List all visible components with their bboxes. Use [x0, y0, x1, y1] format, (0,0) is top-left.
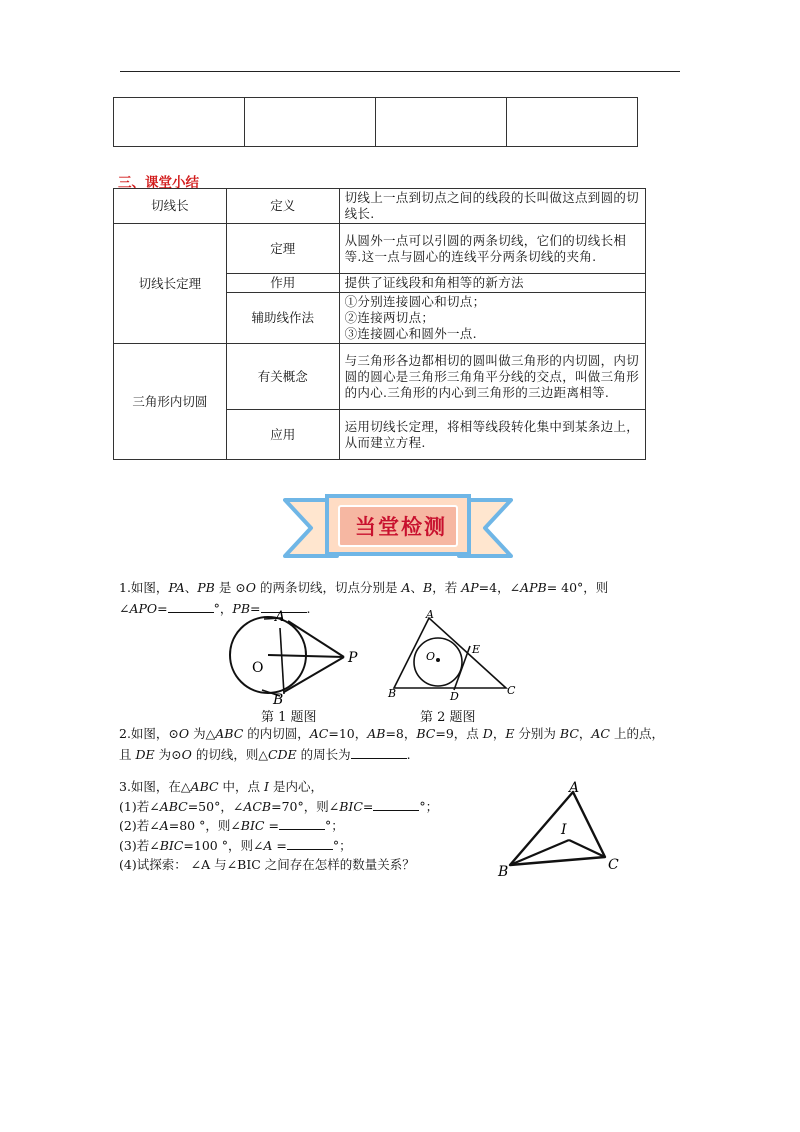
fig3-label-b: B — [498, 864, 509, 879]
empty-table-top — [113, 97, 638, 147]
cell-incircle-group: 三角形内切圆 — [114, 344, 227, 460]
cell-concept-label: 有关概念 — [226, 344, 339, 410]
cell-theorem-text: 从圆外一点可以引圆的两条切线，它们的切线长相等.这一点与圆心的连线平分两条切线的夹角. — [339, 224, 645, 274]
cell-tangent-length: 切线长 — [114, 189, 227, 224]
empty-cell — [245, 98, 376, 147]
fig2-label-o: O — [426, 650, 436, 663]
q3-intro: 3.如图，在△ABC 中，点 I 是内心， — [119, 779, 323, 794]
q2-blank-perimeter[interactable] — [351, 746, 407, 759]
fig2-label-c: C — [507, 684, 516, 697]
cell-concept-text: 与三角形各边都相切的圆叫做三角形的内切圆，内切圆的圆心是三角形三角角平分线的交点，叫做三角形的内心.三角形的内心到三角形的三边距离相等. — [339, 344, 645, 410]
q1-blank-apo[interactable] — [168, 600, 214, 613]
aux-step-1: ①分别连接圆心和切点； — [344, 294, 486, 309]
cell-theorem-label: 定理 — [226, 224, 339, 274]
fig3-label-i: I — [561, 822, 567, 838]
cell-aux-text — [339, 293, 645, 344]
q3-part-4: (4)试探索： ∠A 与∠BIC 之间存在怎样的数量关系？ — [119, 857, 415, 872]
figure-2-diagram — [386, 608, 520, 702]
fig3-label-a: A — [569, 780, 580, 796]
q2-line-1: 2.如图，⊙O 为△ABC 的内切圆，AC=10，AB=8，BC=9，点 D，E 分别为 BC，AC 上的点， — [119, 726, 664, 741]
q1-line-2: ∠APO= °，PB= . — [119, 601, 311, 616]
q3-part-2: (2)若∠A=80 °，则∠BIC = °； — [119, 818, 344, 833]
fig2-label-b: B — [388, 687, 397, 700]
q3-part-3: (3)若∠BIC=100 °，则∠A = °； — [119, 837, 352, 853]
fig2-label-a: A — [426, 608, 434, 621]
empty-cell — [376, 98, 507, 147]
q3-blank-1[interactable] — [373, 798, 419, 811]
cell-theorem-group: 切线长定理 — [114, 224, 227, 344]
cell-apply-label: 应用 — [226, 410, 339, 460]
figure-1-caption: 第 1 题图 — [261, 710, 317, 725]
aux-step-2: ②连接两切点； — [344, 310, 435, 325]
cell-definition-text: 切线上一点到切点之间的线段的长叫做这点到圆的切线长. — [339, 189, 645, 224]
figure-1-diagram — [220, 608, 370, 706]
section-title: 三、课堂小结 — [118, 175, 199, 191]
cell-apply-text: 运用切线长定理，将相等线段转化集中到某条边上，从而建立方程. — [339, 410, 645, 460]
question-3 — [119, 777, 438, 875]
q1-line-1: 1.如图，PA、PB 是 ⊙O 的两条切线，切点分别是 A、B，若 AP=4，∠APB= 40°，则 — [119, 580, 609, 595]
q3-blank-3[interactable] — [287, 837, 333, 850]
fig3-label-c: C — [608, 857, 619, 873]
fig2-label-d: D — [450, 690, 459, 702]
cell-effect-text: 提供了证线段和角相等的新方法 — [339, 274, 645, 293]
aux-step-3: ③连接圆心和圆外一点. — [344, 326, 477, 341]
fig1-label-p: P — [348, 650, 358, 666]
q3-part-1: (1)若∠ABC=50°，∠ACB=70°，则∠BIC= °； — [119, 798, 439, 814]
question-2 — [119, 723, 664, 765]
cell-effect-label: 作用 — [226, 274, 339, 293]
fig1-label-o: O — [252, 660, 264, 676]
banner-title: 当堂检测 — [355, 515, 447, 539]
summary-table — [113, 188, 646, 460]
header-rule — [120, 71, 680, 72]
figure-3-diagram — [495, 777, 625, 879]
figure-2-caption: 第 2 题图 — [420, 710, 476, 725]
empty-cell — [507, 98, 638, 147]
cell-definition-label: 定义 — [226, 189, 339, 224]
cell-aux-label: 辅助线作法 — [226, 293, 339, 344]
fig1-label-b: B — [273, 692, 284, 706]
fig2-label-e: E — [472, 643, 481, 656]
empty-cell — [114, 98, 245, 147]
q3-blank-2[interactable] — [279, 817, 325, 830]
fig1-label-a: A — [275, 609, 286, 625]
q2-line-2: 且 DE 为⊙O 的切线，则△CDE 的周长为 . — [119, 747, 411, 762]
